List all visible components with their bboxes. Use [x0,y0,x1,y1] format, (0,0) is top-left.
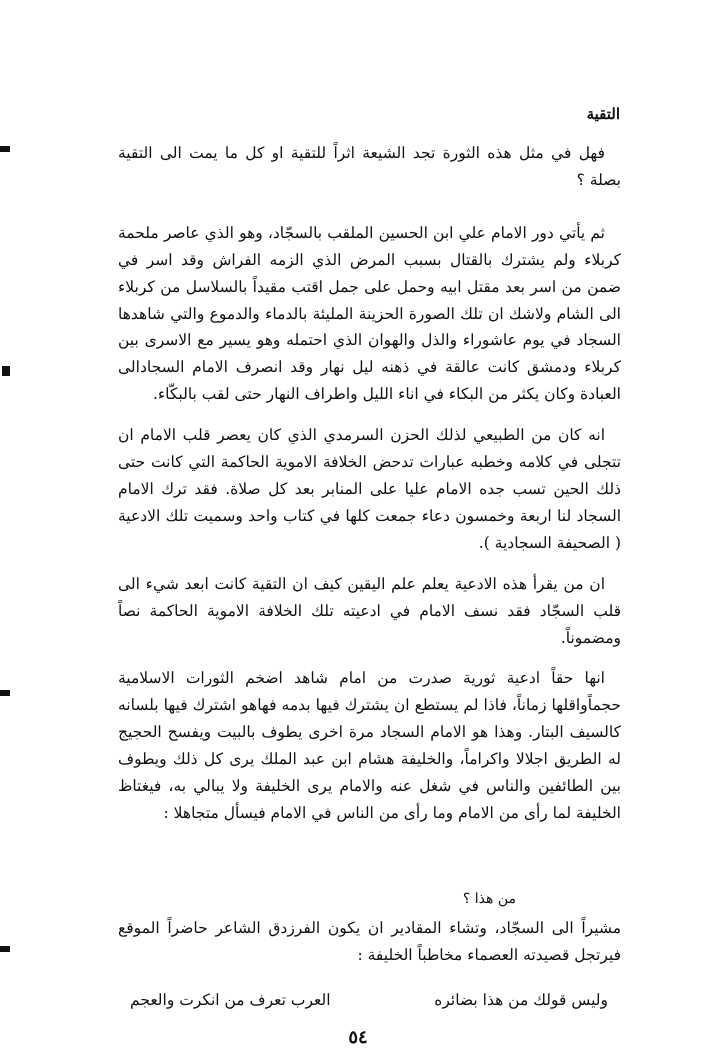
verse-first-hemistich: وليس قولك من هذا بضائره [434,991,608,1009]
running-title: التقية [586,105,620,123]
paragraph: فهل في مثل هذه الثورة تجد الشيعة اثراً للتقية او كل ما يمت الى التقية بصلة ؟ [118,144,621,189]
paragraph: ثم يأتي دور الامام علي ابن الحسين الملقب بالسجّاد، وهو الذي عاصر ملحمة كربلاء ولم يشترك بالقتال بسبب المرض الذي الزمه الفراش وقد اسر في ضمن من اسر بعد مقتل ابيه وحمل على جمل اقتب مقيداً بالسلاسل من كربلاء الى الشام ولاشك ان تلك الصورة الحزينة المليئة بالدماء والدموع والتي شاهدها السجاد في يوم عاشوراء والذل والهوان الذي احتمله وهو يسير مع الاسرى بين كربلاء ودمشق كانت عالقة في ذهنه ليل نهار وقد انصرف الامام السجادالى العبادة وكان يكثر من البكاء في اناء الليل واطراف النهار حتى لقب بالبكّاء. [118,223,621,404]
poem-verse [130,987,608,1013]
page-number: ٥٤ [348,1027,368,1048]
main-text [118,140,621,827]
paragraph: ان من يقرأ هذه الادعية يعلم علم اليقين كيف ان التقية كانت ابعد شيء الى قلب السجّاد فقد نسف الامام في ادعيته تلك الخلافة الاموية الحاكمة نصاً ومضموناً. [118,574,621,647]
paragraph: انها حقاً ادعية ثورية صدرت من امام شاهد اضخم الثورات الاسلامية حجماًواقلها زماناً، فاذا لم يستطع ان يشترك فيها بدمه فهاهو اشترك فيها بلسانه كالسيف البتار. وهذا هو الامام السجاد مرة اخرى يطوف بالبيت ويفسح الحجيج له الطريق اجلالا واكراماً، والخليفة هشام ابن عبد الملك يرى كل ذلك ويطوف بين الطائفين والناس في شغل عنه والامام يرى الخليفة ولا يبالي به، فيغتاظ الخليفة لما رأى من الامام وما رأى من الناس في الامام فيسأل متجاهلا : [118,669,621,822]
paragraph: مشيراً الى السجّاد، وتشاء المقادير ان يكون الفرزدق الشاعر حاضراً الموقع فيرتجل قصيدته العصماء مخاطباً الخليفة : [118,919,621,964]
scan-edge-mark [2,366,10,376]
scan-edge-mark [0,146,10,152]
scan-edge-mark [0,946,10,952]
question-line: من هذا ؟ [462,891,516,907]
scan-edge-mark [0,690,10,696]
verse-second-hemistich: العرب تعرف من انكرت والعجم [130,991,331,1009]
paragraph: انه كان من الطبيعي لذلك الحزن السرمدي الذي كان يعصر قلب الامام ان تتجلى في كلامه وخطبه عبارات تدحض الخلافة الاموية الحاكمة التي كانت حتى ذلك الحين تسب جده الامام عليا على المنابر بعد كل صلاة. فقد ترك الامام السجاد لنا اربعة وخمسون دعاء جمعت كلها في كتاب واحد وسميت تلك الادعية ( الصحيفة السجادية ). [118,426,621,552]
